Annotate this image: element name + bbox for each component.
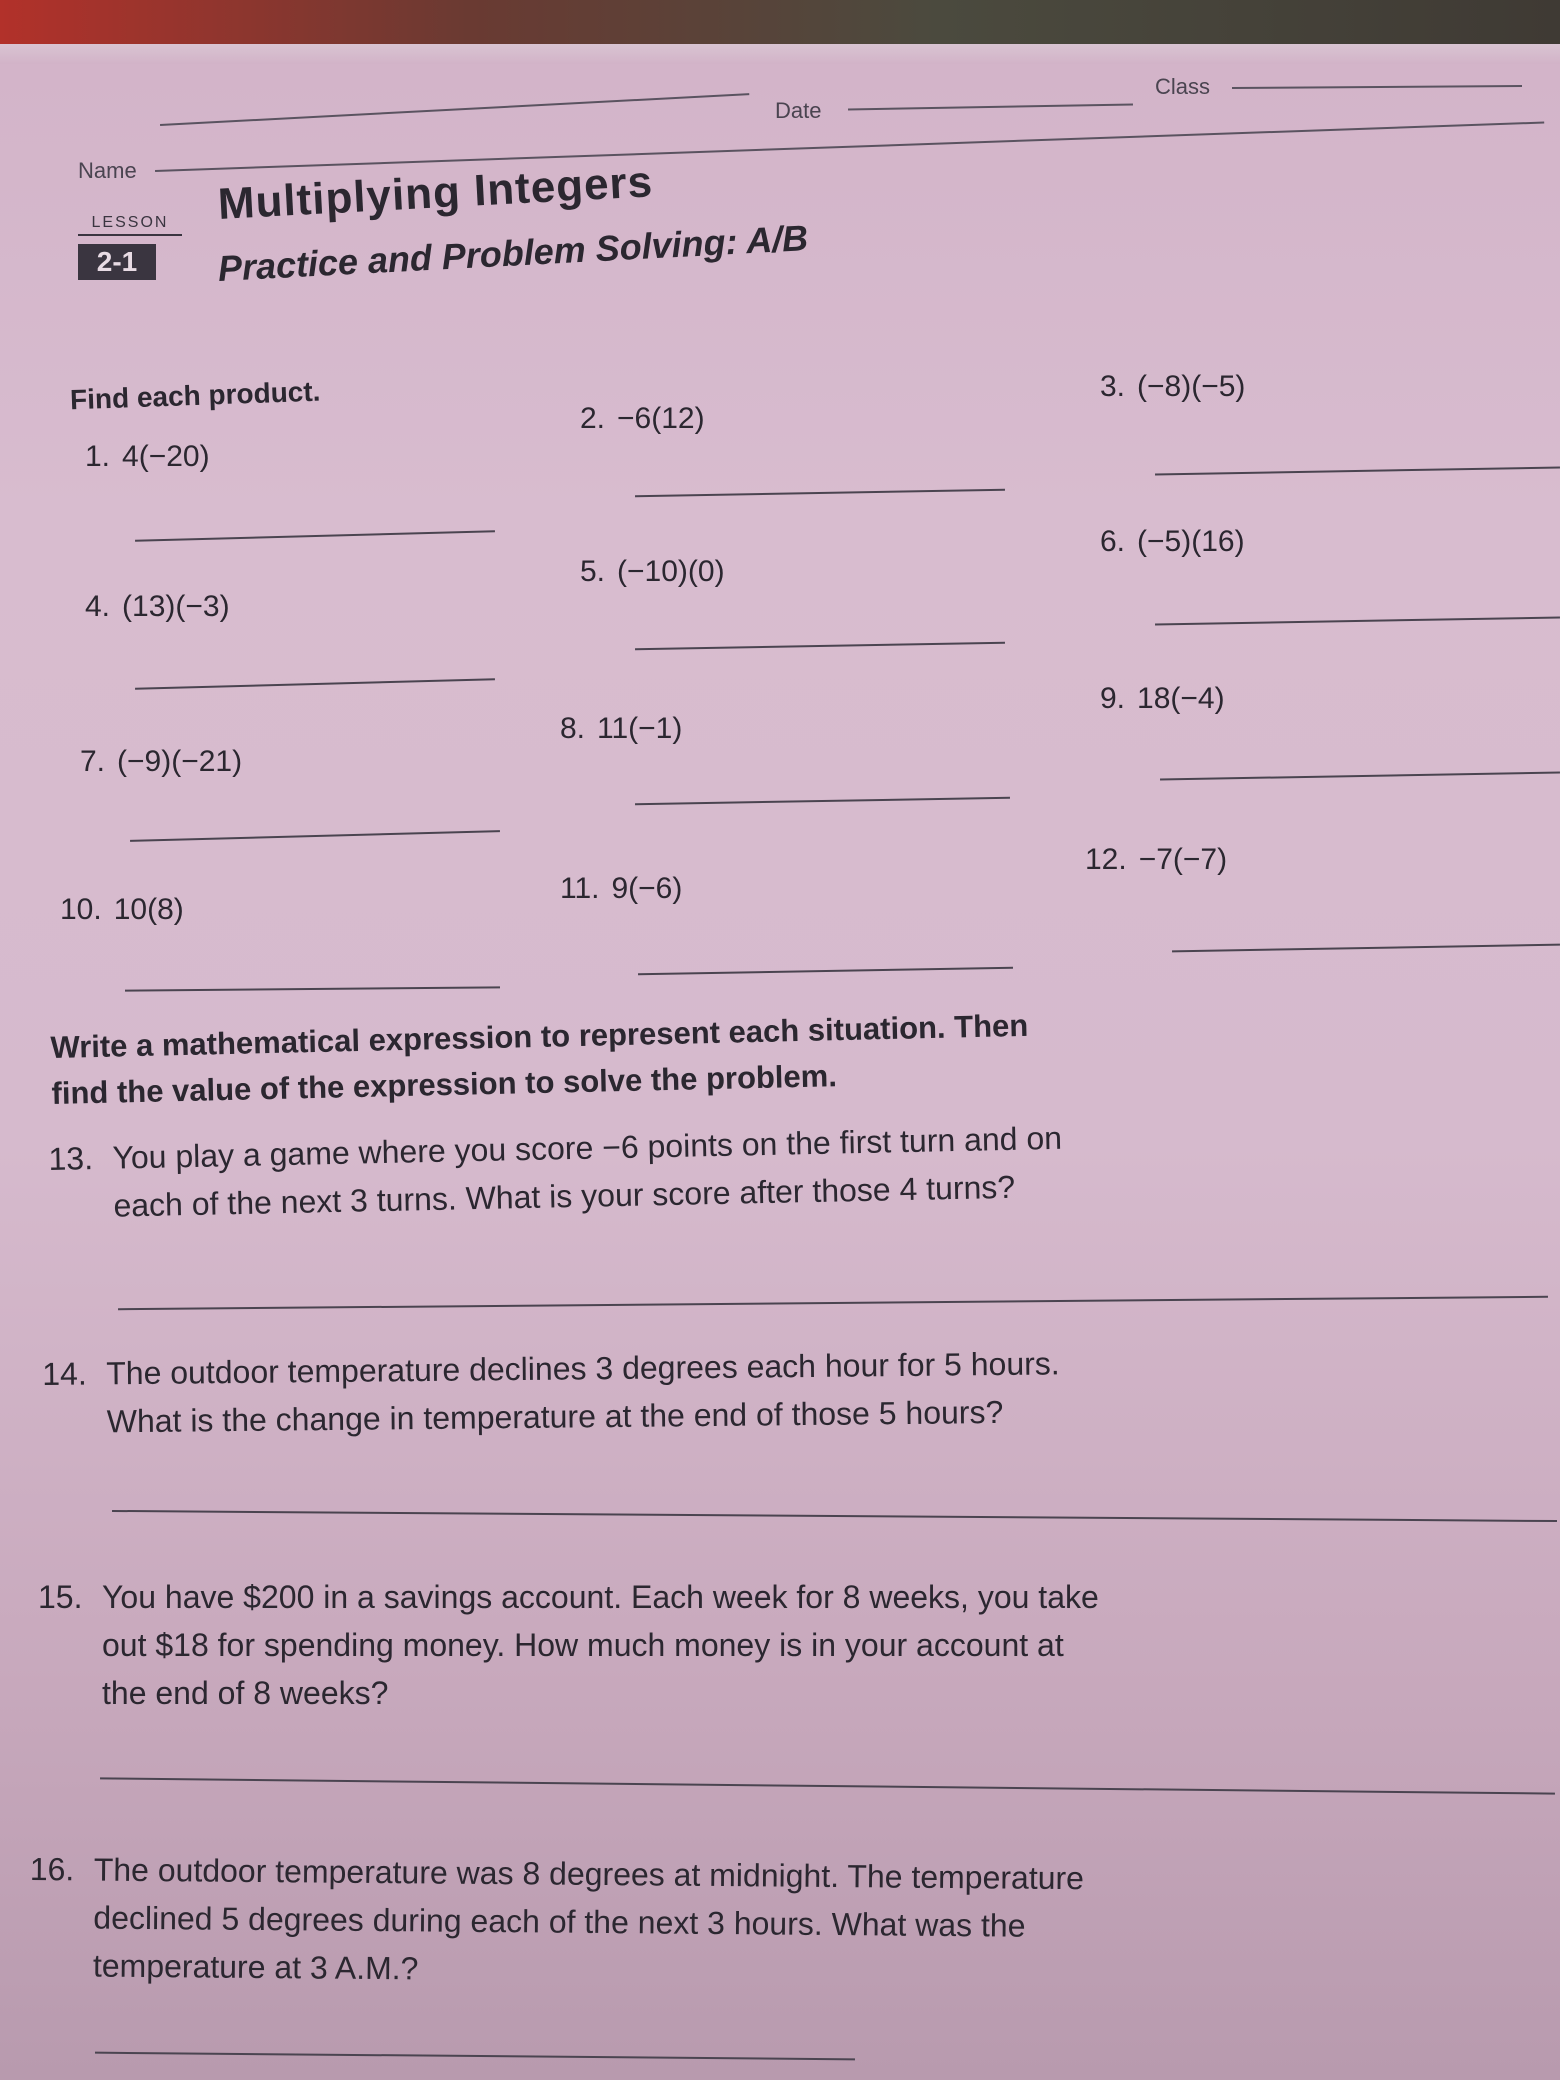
- date-field[interactable]: [848, 104, 1133, 111]
- answer-line-14[interactable]: [112, 1510, 1557, 1522]
- problem-expression: 10(8): [113, 893, 184, 926]
- problem-10: [60, 893, 184, 927]
- top-rule: [160, 93, 749, 126]
- answer-line-3[interactable]: [1155, 466, 1560, 475]
- problem-text-line-3: temperature at 3 A.M.?: [92, 1947, 419, 1987]
- lesson-title: Multiplying Integers: [216, 157, 655, 229]
- problem-number: 3.: [1100, 370, 1126, 403]
- paper-edge: [0, 44, 1560, 64]
- problem-text-line-2: declined 5 degrees during each of the next 3 hours. What was the: [93, 1899, 1026, 1944]
- problem-expression: −6(12): [617, 402, 705, 435]
- problem-text-line-2: out $18 for spending money. How much money is in your account at: [102, 1627, 1064, 1663]
- problem-2: [580, 402, 705, 436]
- problem-4: [85, 590, 230, 624]
- lesson-tag: LESSON: [78, 214, 182, 236]
- problem-expression: (−9)(−21): [117, 745, 243, 778]
- problem-number: 9.: [1100, 682, 1126, 715]
- part2-instruction-line-1: Write a mathematical expression to represent each situation. Then: [50, 1007, 1029, 1065]
- problem-5: [580, 555, 725, 589]
- problem-text-line-3: the end of 8 weeks?: [102, 1675, 389, 1711]
- problem-expression: (−5)(16): [1137, 525, 1245, 558]
- problem-expression: 9(−6): [611, 872, 683, 905]
- problem-number: 13.: [48, 1140, 94, 1177]
- problem-number: 11.: [560, 872, 600, 905]
- answer-line-12[interactable]: [1172, 944, 1560, 953]
- problem-number: 10.: [60, 893, 102, 926]
- problem-1: [85, 440, 210, 474]
- problem-16: [29, 1845, 1260, 2000]
- answer-line-4[interactable]: [135, 678, 495, 689]
- problem-number: 5.: [580, 555, 606, 588]
- problem-text-line-1: You have $200 in a savings account. Each week for 8 weeks, you take: [102, 1579, 1099, 1615]
- problem-number: 2.: [580, 402, 606, 435]
- problem-number: 16.: [29, 1850, 75, 1888]
- lesson-badge: [78, 214, 182, 280]
- problem-number: 14.: [42, 1355, 87, 1392]
- answer-line-6[interactable]: [1155, 616, 1560, 625]
- answer-line-5[interactable]: [635, 642, 1005, 650]
- problem-text-line-2: What is the change in temperature at the end of those 5 hours?: [106, 1393, 1004, 1440]
- problem-9: [1100, 682, 1225, 716]
- answer-line-16[interactable]: [95, 2052, 855, 2061]
- problem-number: 15.: [38, 1579, 83, 1615]
- problem-expression: 4(−20): [122, 440, 210, 473]
- problem-expression: (−10)(0): [617, 555, 725, 588]
- problem-number: 6.: [1100, 525, 1126, 558]
- answer-line-11[interactable]: [638, 967, 1013, 976]
- problem-expression: (−8)(−5): [1137, 370, 1246, 403]
- problem-15: [38, 1573, 1268, 1717]
- problem-expression: (13)(−3): [122, 590, 230, 623]
- problem-11: [560, 872, 682, 906]
- part2-instruction-line-2: find the value of the expression to solve the problem.: [51, 1058, 838, 1111]
- name-field[interactable]: [155, 121, 1544, 172]
- problem-14: [42, 1337, 1273, 1446]
- answer-line-15[interactable]: [100, 1777, 1555, 1794]
- answer-line-2[interactable]: [635, 489, 1005, 497]
- problem-number: 7.: [80, 745, 106, 778]
- lesson-subtitle: Practice and Problem Solving: A/B: [216, 217, 810, 289]
- problem-number: 1.: [85, 440, 111, 473]
- problem-number: 8.: [560, 712, 586, 745]
- answer-line-1[interactable]: [135, 530, 495, 541]
- part2-instruction: [50, 998, 1252, 1117]
- name-label: Name: [78, 158, 137, 183]
- problem-text-line-1: The outdoor temperature declines 3 degrees each hour for 5 hours.: [106, 1345, 1060, 1392]
- problem-expression: 18(−4): [1137, 682, 1225, 715]
- date-label: Date: [775, 98, 822, 123]
- problem-number: 12.: [1085, 843, 1127, 876]
- answer-line-10[interactable]: [125, 986, 500, 991]
- answer-line-8[interactable]: [635, 797, 1010, 806]
- problem-7: [80, 745, 242, 779]
- problem-12: [1085, 843, 1227, 877]
- problem-8: [560, 712, 682, 746]
- answer-line-9[interactable]: [1160, 772, 1560, 781]
- answer-line-13[interactable]: [118, 1296, 1548, 1310]
- class-label: Class: [1155, 74, 1211, 99]
- lesson-number: 2-1: [78, 244, 156, 280]
- problem-text-line-1: The outdoor temperature was 8 degrees at midnight. The temperature: [93, 1851, 1085, 1897]
- problem-number: 4.: [85, 590, 111, 623]
- problem-expression: −7(−7): [1138, 843, 1228, 876]
- problem-6: [1100, 525, 1245, 559]
- problem-13: [48, 1109, 1280, 1231]
- problem-3: [1100, 370, 1245, 404]
- problem-text-line-2: each of the next 3 turns. What is your score after those 4 turns?: [113, 1168, 1016, 1224]
- part1-instruction: Find each product.: [69, 375, 321, 416]
- problem-expression: 11(−1): [597, 712, 683, 745]
- problem-text-line-1: You play a game where you score −6 points on the first turn and on: [112, 1119, 1063, 1176]
- answer-line-7[interactable]: [130, 830, 500, 842]
- class-field[interactable]: [1232, 85, 1522, 89]
